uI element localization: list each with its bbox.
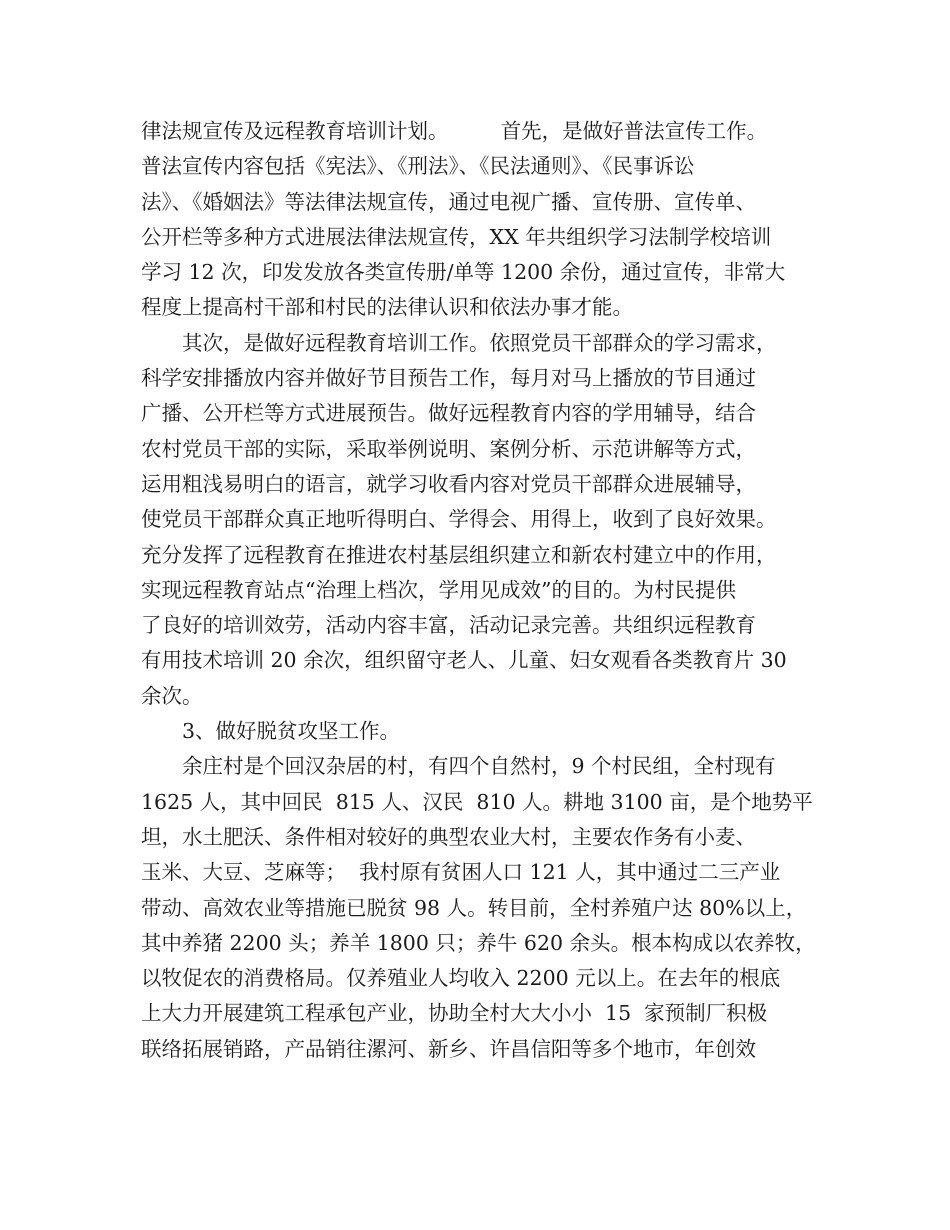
text-line: 余庄村是个回汉杂居的村，有四个自然村，9 个村民组，全村现有 bbox=[182, 754, 776, 779]
text-line: 运用粗浅易明白的语言，就学习收看内容对党员干部群众进展辅导， bbox=[141, 471, 756, 496]
text-line: 带动、高效农业等措施已脱贫 98 人。转目前，全村养殖户达 80%以上， bbox=[141, 895, 807, 920]
text-line: 科学安排播放内容并做好节目预告工作，每月对马上播放的节目通过 bbox=[141, 366, 756, 391]
text-line: 以牧促农的消费格局。仅养殖业人均收入 2200 元以上。在去年的根底 bbox=[141, 966, 781, 991]
text-line: 其次，是做好远程教育培训工作。依照党员干部群众的学习需求， bbox=[182, 330, 777, 355]
text-line: 广播、公开栏等方式进展预告。做好远程教育内容的学用辅导，结合 bbox=[141, 401, 756, 426]
text-line: 上大力开展建筑工程承包产业，协助全村大大小小 15 家预制厂积极 bbox=[141, 1001, 768, 1026]
text-line: 联络拓展销路，产品销往漯河、新乡、许昌信阳等多个地市，年创效 bbox=[141, 1036, 756, 1061]
text-line: 充分发挥了远程教育在推进农村基层组织建立和新农村建立中的作用， bbox=[141, 542, 777, 567]
text-line: 1625 人，其中回民 815 人、汉民 810 人。耕地 3100 亩，是个地势平 bbox=[141, 789, 813, 814]
text-line: 实现远程教育站点“治理上档次，学用见成效”的目的。为村民提供 bbox=[141, 577, 736, 602]
document-body bbox=[141, 114, 821, 1067]
text-line: 余次。 bbox=[141, 683, 203, 708]
text-line: 农村党员干部的实际，采取举例说明、案例分析、示范讲解等方式， bbox=[141, 436, 756, 461]
text-line: 了良好的培训效劳，活动内容丰富，活动记录完善。共组织远程教育 bbox=[141, 613, 756, 638]
text-line: 使党员干部群众真正地听得明白、学得会、用得上，收到了良好效果。 bbox=[141, 507, 777, 532]
text-line: 其中养猪 2200 头；养羊 1800 只；养牛 620 余头。根本构成以农养牧， bbox=[141, 930, 816, 955]
text-line: 学习 12 次，印发发放各类宣传册/单等 1200 余份，通过宣传，非常大 bbox=[141, 260, 786, 285]
text-line: 公开栏等多种方式进展法律法规宣传，XX 年共组织学习法制学校培训 bbox=[141, 224, 772, 249]
text-line: 3、做好脱贫攻坚工作。 bbox=[182, 719, 401, 744]
text-line: 坦，水土肥沃、条件相对较好的典型农业大村，主要农作务有小麦、 bbox=[141, 824, 756, 849]
text-line: 普法宣传内容包括《宪法》、《刑法》、《民法通则》、《民事诉讼 bbox=[141, 154, 695, 179]
text-line: 律法规宣传及远程教育培训计划。 首先，是做好普法宣传工作。 bbox=[141, 119, 768, 143]
text-line: 程度上提高村干部和村民的法律认识和依法办事才能。 bbox=[141, 295, 633, 320]
text-line: 法》、《婚姻法》等法律法规宣传，通过电视广播、宣传册、宣传单、 bbox=[141, 189, 756, 214]
text-line: 有用技术培训 20 余次，组织留守老人、儿童、妇女观看各类教育片 30 bbox=[141, 648, 787, 673]
text-line: 玉米、大豆、芝麻等； 我村原有贫困人口 121 人，其中通过二三产业 bbox=[141, 860, 781, 885]
